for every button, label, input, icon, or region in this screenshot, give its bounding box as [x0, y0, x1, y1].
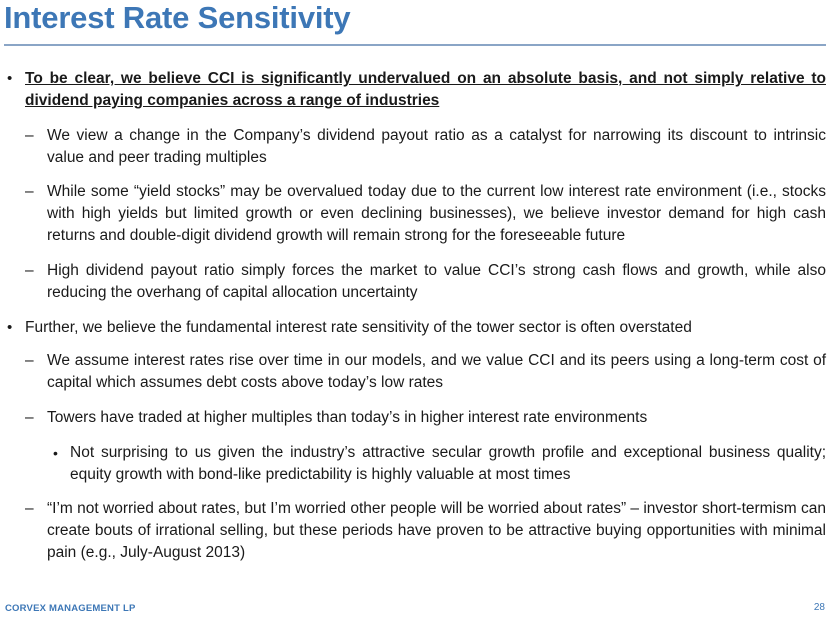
bullet-2	[7, 317, 826, 339]
sub-bullet-text: “I’m not worried about rates, but I’m worried other people will be worried about rates” – investor short-termism can create bouts of irrational selling, but these periods have proven to be attractive buying opportunities with minimal pain (e.g., July-August 2013)	[47, 500, 826, 561]
sub-sub-bullet-1	[53, 442, 826, 486]
dash-marker: –	[25, 127, 34, 144]
sub-sub-bullet-text: Not surprising to us given the industry’s attractive secular growth profile and exceptional business quality; equity growth with bond-like predictability is highly valuable at most times	[70, 444, 826, 483]
sub-bullet-2	[25, 181, 826, 247]
dash-marker: –	[25, 352, 34, 369]
bullet-marker: •	[53, 445, 58, 461]
page-title: Interest Rate Sensitivity	[4, 0, 351, 35]
sub-bullet-text: We assume interest rates rise over time in our models, and we value CCI and its peers using a long-term cost of capital which assumes debt costs above today’s low rates	[47, 352, 826, 391]
title-divider	[4, 44, 826, 46]
sub-bullet-text: While some “yield stocks” may be overvalued today due to the current low interest rate environment (i.e., stocks with high yields but limited growth or even declining businesses), we believe investor demand for high cash returns and double-digit dividend growth will remain strong for the foreseeable future	[47, 183, 826, 244]
dash-marker: –	[25, 409, 34, 426]
bullet-text: Further, we believe the fundamental interest rate sensitivity of the tower sector is often overstated	[25, 319, 692, 336]
sub-bullet-1	[25, 125, 826, 169]
bullet-text: To be clear, we believe CCI is significantly undervalued on an absolute basis, and not simply relative to dividend paying companies across a range of industries	[25, 70, 826, 109]
dash-marker: –	[25, 500, 34, 517]
sub-bullet-3	[25, 260, 826, 304]
bullet-marker: •	[7, 70, 13, 87]
dash-marker: –	[25, 183, 34, 200]
sub-bullet-text: We view a change in the Company’s dividend payout ratio as a catalyst for narrowing its discount to intrinsic value and peer trading multiples	[47, 127, 826, 166]
sub-bullet-text: High dividend payout ratio simply forces the market to value CCI’s strong cash flows and growth, while also reducing the overhang of capital allocation uncertainty	[47, 262, 826, 301]
sub-bullet-6	[25, 498, 826, 564]
footer-company: CORVEX MANAGEMENT LP	[5, 603, 136, 614]
sub-bullet-4	[25, 350, 826, 394]
sub-bullet-text: Towers have traded at higher multiples than today’s in higher interest rate environments	[47, 409, 648, 426]
page-number: 28	[813, 602, 825, 613]
dash-marker: –	[25, 262, 34, 279]
sub-bullet-5	[25, 407, 826, 429]
bullet-marker: •	[7, 319, 13, 336]
bullet-1	[7, 68, 826, 112]
